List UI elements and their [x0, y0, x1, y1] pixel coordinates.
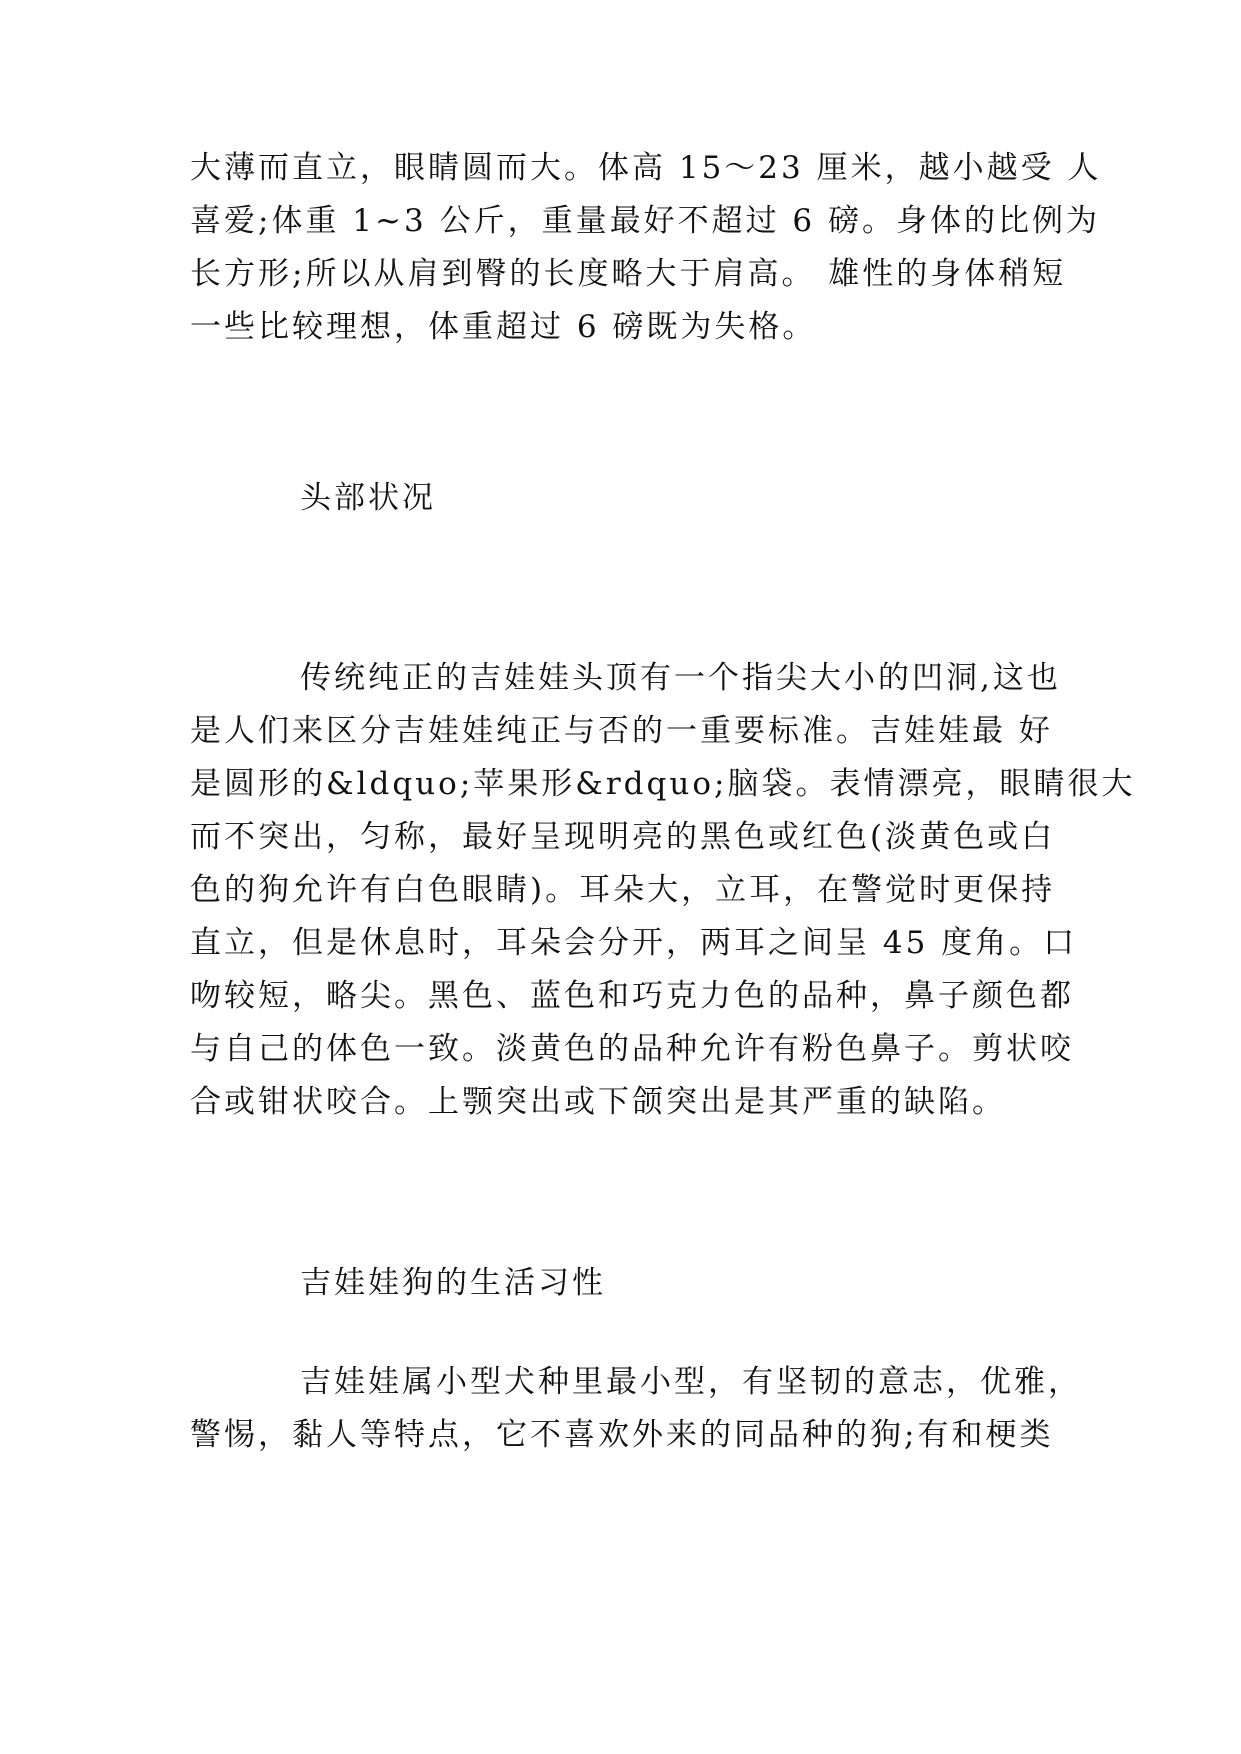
paragraph-2-line-4: 而不突出，匀称，最好呈现明亮的黑色或红色(淡黄色或白 — [190, 819, 1056, 855]
paragraph-2-line-6: 直立，但是休息时，耳朵会分开，两耳之间呈 45 度角。口 — [190, 925, 1078, 961]
paragraph-1-line-2: 喜爱;体重 1~3 公斤，重量最好不超过 6 磅。身体的比例为 — [190, 203, 1101, 239]
paragraph-2-line-5: 色的狗允许有白色眼睛)。耳朵大，立耳，在警觉时更保持 — [190, 872, 1056, 908]
paragraph-2-line-7: 吻较短，略尖。黑色、蓝色和巧克力色的品种，鼻子颜色都 — [190, 978, 1074, 1014]
paragraph-2-line-3: 是圆形的&ldquo;苹果形&rdquo;脑袋。表情漂亮，眼睛很大 — [190, 766, 1136, 802]
paragraph-1-line-4: 一些比较理想，体重超过 6 磅既为失格。 — [190, 309, 817, 345]
section-heading-habits: 吉娃娃狗的生活习性 — [300, 1265, 606, 1301]
paragraph-2-line-2: 是人们来区分吉娃娃纯正与否的一重要标准。吉娃娃最 好 — [190, 713, 1053, 749]
paragraph-1-line-3: 长方形;所以从肩到臀的长度略大于肩高。 雄性的身体稍短 — [190, 256, 1067, 292]
paragraph-2-line-8: 与自己的体色一致。淡黄色的品种允许有粉色鼻子。剪状咬 — [190, 1031, 1074, 1067]
paragraph-3-line-1: 吉娃娃属小型犬种里最小型，有坚韧的意志，优雅， — [300, 1364, 1082, 1400]
paragraph-3-line-2: 警惕，黏人等特点，它不喜欢外来的同品种的狗;有和梗类 — [190, 1417, 1054, 1453]
section-heading-head: 头部状况 — [300, 480, 436, 516]
paragraph-1-line-1: 大薄而直立，眼睛圆而大。体高 15～23 厘米，越小越受 人 — [190, 150, 1102, 186]
paragraph-2-line-1: 传统纯正的吉娃娃头顶有一个指尖大小的凹洞,这也 — [300, 660, 1061, 696]
paragraph-2-line-9: 合或钳状咬合。上颚突出或下颌突出是其严重的缺陷。 — [190, 1084, 1006, 1120]
